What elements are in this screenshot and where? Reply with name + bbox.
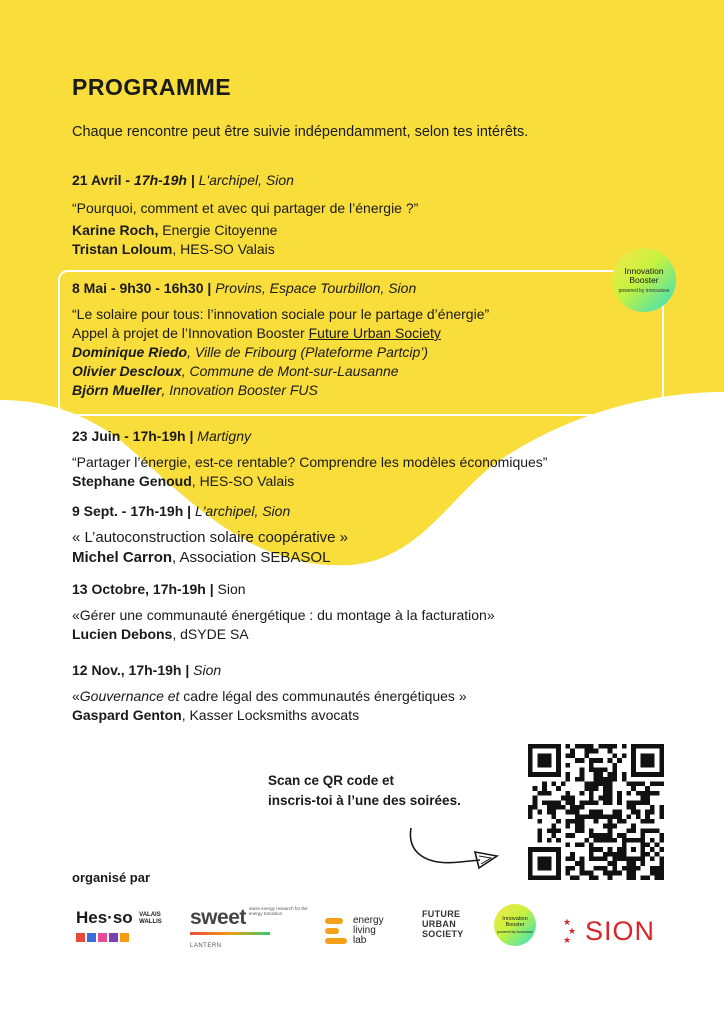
ell-line1: energy	[353, 915, 384, 926]
topic-part: Gouvernance et	[79, 688, 180, 704]
badge-line2: Booster	[629, 274, 659, 285]
innovation-booster-badge	[612, 248, 676, 312]
sion-logo	[563, 906, 655, 956]
speaker-org: Energie Citoyenne	[162, 222, 278, 238]
event-topic	[72, 688, 672, 704]
call-text: Appel à projet de l’Innovation Booster	[72, 325, 309, 341]
event-place: Martigny	[197, 428, 251, 444]
event-item	[72, 503, 672, 569]
speaker-name: Karine Roch,	[72, 222, 159, 238]
event-item	[72, 662, 672, 726]
speaker-org: , Association SEBASOL	[172, 549, 331, 566]
sion-stars-icon: ★ ★ ★	[563, 917, 577, 945]
qr-code[interactable]	[528, 744, 664, 880]
speaker	[72, 473, 672, 489]
event-date: 21 Avril -	[72, 172, 134, 188]
ell-mark-icon	[325, 918, 347, 944]
fus-line2: URBAN	[422, 919, 456, 929]
organised-by-label: organisé par	[72, 870, 151, 885]
sweet-sub: LANTERN	[190, 943, 222, 949]
event-header	[72, 280, 672, 296]
event-item	[72, 280, 672, 401]
speaker-org: , Ville de Fribourg (Plateforme Partcip’)	[187, 344, 429, 360]
energy-living-lab-logo	[325, 906, 384, 956]
sweet-name: sweet	[190, 906, 246, 929]
event-topic: “Le solaire pour tous: l’innovation sociale pour le partage d’énergie”	[72, 306, 490, 322]
speaker	[72, 344, 672, 360]
topic-part: cadre légal des communautés énergétiques »	[179, 688, 467, 704]
scan-line2: inscris-toi à l’une des soirées.	[268, 793, 461, 808]
sweet-lantern-logo	[190, 906, 313, 956]
event-topic: « L’autoconstruction solaire coopérative »	[72, 529, 349, 546]
hes-name: Hes·so	[76, 908, 133, 927]
speaker	[72, 363, 672, 379]
sion-name: SION	[585, 915, 656, 946]
speaker-org: , Kasser Locksmiths avocats	[181, 707, 360, 723]
innovation-booster-logo	[494, 904, 536, 946]
event-place: Provins, Espace Tourbillon, Sion	[215, 280, 417, 296]
event-date: 9 Sept. - 17h-19h |	[72, 503, 192, 519]
event-header	[72, 428, 672, 444]
speaker-name: Olivier Descloux	[72, 363, 182, 379]
event-place: Sion	[193, 662, 222, 678]
event-time: 17h-19h |	[134, 172, 195, 188]
event-place: L'archipel, Sion	[194, 503, 291, 519]
speaker-org: , Commune de Mont-sur-Lausanne	[181, 363, 399, 379]
ell-text	[353, 916, 384, 946]
event-place: L'archipel, Sion	[198, 172, 294, 188]
event-date: 12 Nov., 17h-19h |	[72, 662, 190, 678]
event-date: 13 Octobre, 17h-19h |	[72, 581, 214, 597]
hes-sub2: WALLIS	[139, 918, 162, 925]
future-urban-society-link[interactable]: Future Urban Society	[308, 325, 441, 341]
speaker-name: Michel Carron	[72, 549, 173, 566]
speaker-org: , HES-SO Valais	[191, 473, 295, 489]
speaker	[72, 241, 672, 257]
page-title: PROGRAMME	[72, 74, 232, 100]
ib-line1: Innovation	[502, 916, 528, 922]
scan-line1: Scan ce QR code et	[268, 773, 395, 788]
event-date: 23 Juin - 17h-19h |	[72, 428, 194, 444]
event-topic: «Gérer une communauté énergétique : du montage à la facturation»	[72, 607, 495, 623]
event-topic: “Pourquoi, comment et avec qui partager de l’énergie ?”	[72, 200, 419, 216]
hes-so-logo	[76, 908, 162, 958]
topic-part: «	[72, 688, 80, 704]
event-date: 8 Mai - 9h30 - 16h30 |	[72, 280, 212, 296]
ib-line3: powered by innosuisse	[497, 930, 533, 934]
ell-line2: living	[353, 925, 376, 936]
event-header	[72, 172, 672, 188]
speaker-name: Lucien Debons	[72, 626, 173, 642]
badge-line3: powered by innosuisse	[618, 287, 670, 294]
event-item	[72, 581, 672, 645]
sweet-color-bar	[190, 932, 270, 935]
event-place: Sion	[217, 581, 246, 597]
event-topic: “Partager l’énergie, est-ce rentable? Comprendre les modèles économiques”	[72, 454, 548, 470]
fus-line3: SOCIETY	[422, 929, 464, 939]
ell-line3: lab	[353, 935, 367, 946]
speaker-org: , dSYDE SA	[172, 626, 249, 642]
event-call	[72, 325, 672, 341]
intro-text: Chaque rencontre peut être suivie indépendamment, selon tes intérêts.	[72, 124, 529, 140]
speaker	[72, 707, 672, 723]
event-item	[72, 428, 672, 492]
speaker-name: Tristan Loloum	[72, 241, 173, 257]
speaker-name: Gaspard Genton	[72, 707, 182, 723]
speaker-name: Björn Mueller	[72, 382, 162, 398]
speaker-org: , Innovation Booster FUS	[161, 382, 318, 398]
event-header	[72, 662, 672, 678]
arrow-icon	[405, 822, 505, 878]
future-urban-society-logo	[422, 909, 464, 959]
speaker	[72, 382, 672, 398]
scan-instructions	[268, 771, 461, 811]
event-item	[72, 172, 672, 260]
ib-line2: Booster	[505, 922, 525, 928]
speaker	[72, 626, 672, 642]
event-header	[72, 581, 672, 597]
hes-tiles	[76, 933, 162, 942]
speaker	[72, 549, 672, 566]
speaker-name: Stephane Genoud	[72, 473, 192, 489]
event-header	[72, 503, 672, 519]
fus-line1: FUTURE	[422, 909, 461, 919]
speaker	[72, 222, 672, 238]
speaker-name: Dominique Riedo	[72, 344, 188, 360]
speaker-org: , HES-SO Valais	[172, 241, 275, 257]
sweet-tagline: swiss energy research for the energy transition	[248, 906, 308, 916]
badge-line1: Innovation	[624, 265, 664, 276]
hes-sub1: VALAIS	[139, 911, 161, 918]
hes-sub	[139, 912, 162, 926]
